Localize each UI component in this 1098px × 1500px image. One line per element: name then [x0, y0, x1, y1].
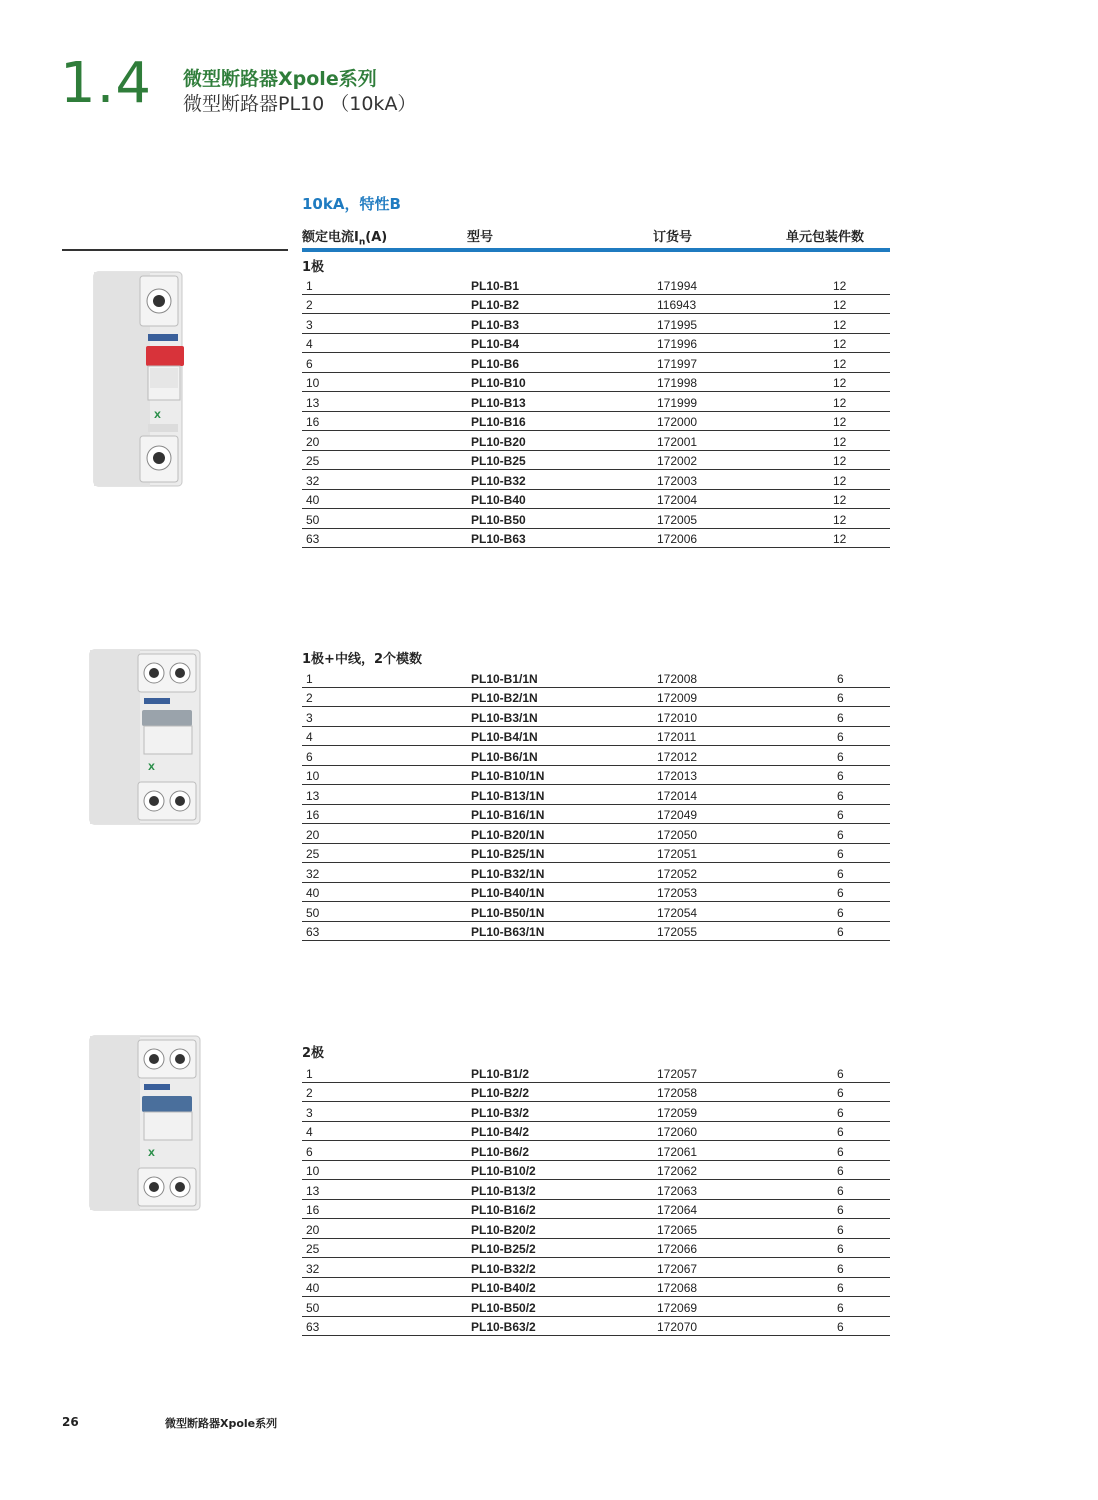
- rated-current-cell: 3: [302, 1102, 471, 1122]
- svg-text:X: X: [148, 763, 155, 773]
- pack-qty-cell: 12: [827, 411, 890, 431]
- pack-qty-cell: 12: [827, 314, 890, 334]
- rated-current-cell: 20: [302, 1219, 471, 1239]
- rated-current-cell: 2: [302, 1082, 471, 1102]
- table-row: [302, 372, 890, 392]
- model-cell: PL10-B2: [471, 294, 657, 314]
- rated-current-cell: 50: [302, 509, 471, 529]
- pack-qty-cell: 6: [827, 902, 890, 922]
- pack-qty-cell: 6: [827, 746, 890, 766]
- order-number-cell: 172002: [657, 450, 827, 470]
- model-cell: PL10-B1: [471, 275, 657, 294]
- pack-qty-cell: 6: [827, 1180, 890, 1200]
- pack-qty-cell: 12: [827, 353, 890, 373]
- rated-current-cell: 10: [302, 765, 471, 785]
- table-row: [302, 450, 890, 470]
- order-number-cell: 172069: [657, 1297, 827, 1317]
- rated-current-cell: 16: [302, 804, 471, 824]
- rated-current-cell: 13: [302, 1180, 471, 1200]
- rated-current-cell: 20: [302, 824, 471, 844]
- model-cell: PL10-B40: [471, 489, 657, 509]
- pack-qty-cell: 12: [827, 509, 890, 529]
- model-cell: PL10-B50/2: [471, 1297, 657, 1317]
- table-row: [302, 1277, 890, 1297]
- svg-text:X: X: [148, 1149, 155, 1159]
- rated-current-cell: 25: [302, 450, 471, 470]
- rated-current-cell: 32: [302, 470, 471, 490]
- rated-current-cell: 3: [302, 707, 471, 727]
- pack-qty-cell: 12: [827, 489, 890, 509]
- model-cell: PL10-B20/1N: [471, 824, 657, 844]
- pack-qty-cell: 6: [827, 726, 890, 746]
- table-row: [302, 1082, 890, 1102]
- rated-current-cell: 20: [302, 431, 471, 451]
- breaker-1p-n-image: [86, 646, 206, 828]
- pack-qty-cell: 6: [827, 1160, 890, 1180]
- model-cell: PL10-B63: [471, 528, 657, 548]
- pack-qty-cell: 6: [827, 921, 890, 941]
- model-cell: PL10-B25: [471, 450, 657, 470]
- table-row: [302, 882, 890, 902]
- order-number-cell: 172005: [657, 509, 827, 529]
- table-row: [302, 1199, 890, 1219]
- rated-current-cell: 63: [302, 528, 471, 548]
- table-row: [302, 314, 890, 334]
- order-number-cell: 172060: [657, 1121, 827, 1141]
- pack-qty-cell: 12: [827, 294, 890, 314]
- table-row: [302, 863, 890, 883]
- model-cell: PL10-B1/1N: [471, 668, 657, 687]
- page-subtitle: 微型断路器PL10 （10kA）: [183, 93, 417, 115]
- model-cell: PL10-B20: [471, 431, 657, 451]
- order-number-cell: 172049: [657, 804, 827, 824]
- model-cell: PL10-B10/2: [471, 1160, 657, 1180]
- pack-qty-cell: 6: [827, 1199, 890, 1219]
- model-cell: PL10-B40/2: [471, 1277, 657, 1297]
- model-cell: PL10-B25/2: [471, 1238, 657, 1258]
- pack-qty-cell: 12: [827, 470, 890, 490]
- model-cell: PL10-B63/1N: [471, 921, 657, 941]
- model-cell: PL10-B50: [471, 509, 657, 529]
- rated-current-cell: 10: [302, 372, 471, 392]
- rated-current-cell: 50: [302, 902, 471, 922]
- table-row: [302, 333, 890, 353]
- rated-current-cell: 40: [302, 882, 471, 902]
- pack-qty-cell: 6: [827, 1063, 890, 1082]
- table-row: [302, 1160, 890, 1180]
- rated-current-cell: 13: [302, 392, 471, 412]
- table-row: [302, 1258, 890, 1278]
- order-number-cell: 172000: [657, 411, 827, 431]
- pack-qty-cell: 6: [827, 1082, 890, 1102]
- order-number-cell: 172062: [657, 1160, 827, 1180]
- model-cell: PL10-B2/2: [471, 1082, 657, 1102]
- model-cell: PL10-B10/1N: [471, 765, 657, 785]
- order-table-2p: [302, 1063, 890, 1336]
- table-row: [302, 1297, 890, 1317]
- model-cell: PL10-B16: [471, 411, 657, 431]
- model-cell: PL10-B4/2: [471, 1121, 657, 1141]
- model-cell: PL10-B63/2: [471, 1316, 657, 1336]
- order-number-cell: 172068: [657, 1277, 827, 1297]
- divider: [62, 249, 288, 251]
- pack-qty-cell: 6: [827, 804, 890, 824]
- table-row: [302, 353, 890, 373]
- order-number-cell: 172057: [657, 1063, 827, 1082]
- pack-qty-cell: 12: [827, 372, 890, 392]
- header-rule: [302, 248, 890, 252]
- order-number-cell: 172004: [657, 489, 827, 509]
- model-cell: PL10-B13/1N: [471, 785, 657, 805]
- table-row: [302, 687, 890, 707]
- table-row: [302, 726, 890, 746]
- order-number-cell: 172006: [657, 528, 827, 548]
- model-cell: PL10-B2/1N: [471, 687, 657, 707]
- table-header: [302, 224, 890, 248]
- pack-qty-cell: 6: [827, 1102, 890, 1122]
- order-number-cell: 172010: [657, 707, 827, 727]
- order-number-cell: 172009: [657, 687, 827, 707]
- pack-qty-cell: 6: [827, 1238, 890, 1258]
- group-label-1p-n: 1极+中线，2个模数: [302, 652, 422, 667]
- table-row: [302, 1102, 890, 1122]
- order-number-cell: 172065: [657, 1219, 827, 1239]
- table-row: [302, 470, 890, 490]
- order-number-cell: 172059: [657, 1102, 827, 1122]
- model-cell: PL10-B16/2: [471, 1199, 657, 1219]
- order-number-cell: 172070: [657, 1316, 827, 1336]
- model-cell: PL10-B3/1N: [471, 707, 657, 727]
- rated-current-cell: 63: [302, 1316, 471, 1336]
- table-row: [302, 843, 890, 863]
- table-row: [302, 785, 890, 805]
- order-number-cell: 171997: [657, 353, 827, 373]
- rated-current-cell: 50: [302, 1297, 471, 1317]
- pack-qty-cell: 6: [827, 863, 890, 883]
- table-row: [302, 668, 890, 687]
- rated-current-cell: 16: [302, 1199, 471, 1219]
- table-row: [302, 1219, 890, 1239]
- pack-qty-cell: 12: [827, 275, 890, 294]
- pack-qty-cell: 6: [827, 882, 890, 902]
- table-row: [302, 746, 890, 766]
- model-cell: PL10-B6/1N: [471, 746, 657, 766]
- rated-current-cell: 6: [302, 353, 471, 373]
- breaker-1p-image: [88, 268, 188, 490]
- pack-qty-cell: 6: [827, 1219, 890, 1239]
- model-cell: PL10-B40/1N: [471, 882, 657, 902]
- rated-current-cell: 2: [302, 687, 471, 707]
- order-table-1p: [302, 275, 890, 548]
- page-title: 微型断路器Xpole系列: [183, 68, 377, 90]
- table-row: [302, 921, 890, 941]
- order-number-cell: 172054: [657, 902, 827, 922]
- order-number-cell: 172013: [657, 765, 827, 785]
- model-cell: PL10-B50/1N: [471, 902, 657, 922]
- model-cell: PL10-B4/1N: [471, 726, 657, 746]
- order-number-cell: 172067: [657, 1258, 827, 1278]
- order-number-cell: 172063: [657, 1180, 827, 1200]
- model-cell: PL10-B16/1N: [471, 804, 657, 824]
- table-row: [302, 1063, 890, 1082]
- pack-qty-cell: 6: [827, 1121, 890, 1141]
- rated-current-cell: 4: [302, 1121, 471, 1141]
- model-cell: PL10-B3/2: [471, 1102, 657, 1122]
- rated-current-cell: 40: [302, 1277, 471, 1297]
- table-row: [302, 431, 890, 451]
- order-number-cell: 172011: [657, 726, 827, 746]
- table-row: [302, 804, 890, 824]
- rated-current-cell: 25: [302, 1238, 471, 1258]
- rated-current-cell: 13: [302, 785, 471, 805]
- rated-current-cell: 1: [302, 668, 471, 687]
- pack-qty-cell: 6: [827, 1141, 890, 1161]
- model-cell: PL10-B13: [471, 392, 657, 412]
- table-row: [302, 765, 890, 785]
- pack-qty-cell: 6: [827, 1258, 890, 1278]
- order-number-cell: 172058: [657, 1082, 827, 1102]
- table-row: [302, 902, 890, 922]
- order-number-cell: 172052: [657, 863, 827, 883]
- model-cell: PL10-B3: [471, 314, 657, 334]
- rated-current-cell: 25: [302, 843, 471, 863]
- model-cell: PL10-B20/2: [471, 1219, 657, 1239]
- pack-qty-cell: 6: [827, 843, 890, 863]
- rated-current-cell: 32: [302, 1258, 471, 1278]
- table-row: [302, 411, 890, 431]
- order-number-cell: 172055: [657, 921, 827, 941]
- order-number-cell: 172012: [657, 746, 827, 766]
- table-row: [302, 824, 890, 844]
- column-header-model: 型号: [467, 230, 494, 245]
- table-row: [302, 1238, 890, 1258]
- pack-qty-cell: 12: [827, 450, 890, 470]
- model-cell: PL10-B25/1N: [471, 843, 657, 863]
- order-number-cell: 172008: [657, 668, 827, 687]
- table-row: [302, 509, 890, 529]
- rated-current-cell: 16: [302, 411, 471, 431]
- rated-current-cell: 6: [302, 746, 471, 766]
- pack-qty-cell: 6: [827, 687, 890, 707]
- order-number-cell: 172014: [657, 785, 827, 805]
- breaker-2p-image: [86, 1032, 206, 1214]
- model-cell: PL10-B1/2: [471, 1063, 657, 1082]
- model-cell: PL10-B6: [471, 353, 657, 373]
- section-number: 1.4: [60, 51, 153, 116]
- pack-qty-cell: 6: [827, 707, 890, 727]
- order-number-cell: 171996: [657, 333, 827, 353]
- rated-current-cell: 4: [302, 726, 471, 746]
- order-number-cell: 171999: [657, 392, 827, 412]
- rated-current-cell: 3: [302, 314, 471, 334]
- rated-current-cell: 10: [302, 1160, 471, 1180]
- model-cell: PL10-B13/2: [471, 1180, 657, 1200]
- order-number-cell: 172003: [657, 470, 827, 490]
- group-label-1p: 1极: [302, 260, 325, 275]
- rated-current-cell: 1: [302, 275, 471, 294]
- model-cell: PL10-B32: [471, 470, 657, 490]
- pack-qty-cell: 12: [827, 392, 890, 412]
- pack-qty-cell: 12: [827, 333, 890, 353]
- order-number-cell: 116943: [657, 294, 827, 314]
- column-header-pack-qty: 单元包装件数: [786, 230, 865, 245]
- rated-current-cell: 32: [302, 863, 471, 883]
- order-number-cell: 171994: [657, 275, 827, 294]
- order-number-cell: 172064: [657, 1199, 827, 1219]
- model-cell: PL10-B4: [471, 333, 657, 353]
- rated-current-cell: 1: [302, 1063, 471, 1082]
- order-number-cell: 172001: [657, 431, 827, 451]
- pack-qty-cell: 12: [827, 431, 890, 451]
- model-cell: PL10-B6/2: [471, 1141, 657, 1161]
- rated-current-cell: 4: [302, 333, 471, 353]
- rated-current-cell: 63: [302, 921, 471, 941]
- order-number-cell: 172066: [657, 1238, 827, 1258]
- order-number-cell: 172050: [657, 824, 827, 844]
- order-table-1p-n: [302, 668, 890, 941]
- pack-qty-cell: 12: [827, 528, 890, 548]
- section-heading: 10kA，特性B: [302, 195, 401, 213]
- table-row: [302, 489, 890, 509]
- table-row: [302, 275, 890, 294]
- table-row: [302, 528, 890, 548]
- order-number-cell: 171998: [657, 372, 827, 392]
- rated-current-cell: 40: [302, 489, 471, 509]
- order-number-cell: 172053: [657, 882, 827, 902]
- table-row: [302, 294, 890, 314]
- pack-qty-cell: 6: [827, 668, 890, 687]
- pack-qty-cell: 6: [827, 785, 890, 805]
- group-label-2p: 2极: [302, 1046, 325, 1061]
- pack-qty-cell: 6: [827, 1316, 890, 1336]
- table-row: [302, 1121, 890, 1141]
- table-row: [302, 707, 890, 727]
- table-row: [302, 1141, 890, 1161]
- table-row: [302, 392, 890, 412]
- column-header-rated-current: 额定电流$I_n(A)$: [302, 230, 388, 248]
- order-number-cell: 171995: [657, 314, 827, 334]
- model-cell: PL10-B10: [471, 372, 657, 392]
- pack-qty-cell: 6: [827, 765, 890, 785]
- footer-title: 微型断路器Xpole系列: [165, 1417, 278, 1430]
- pack-qty-cell: 6: [827, 824, 890, 844]
- order-number-cell: 172061: [657, 1141, 827, 1161]
- pack-qty-cell: 6: [827, 1277, 890, 1297]
- table-row: [302, 1316, 890, 1336]
- column-header-order-no: 订货号: [653, 230, 693, 245]
- model-cell: PL10-B32/1N: [471, 863, 657, 883]
- svg-text:X: X: [154, 411, 161, 421]
- model-cell: PL10-B32/2: [471, 1258, 657, 1278]
- order-number-cell: 172051: [657, 843, 827, 863]
- page-number: 26: [62, 1415, 79, 1429]
- rated-current-cell: 6: [302, 1141, 471, 1161]
- table-row: [302, 1180, 890, 1200]
- rated-current-cell: 2: [302, 294, 471, 314]
- pack-qty-cell: 6: [827, 1297, 890, 1317]
